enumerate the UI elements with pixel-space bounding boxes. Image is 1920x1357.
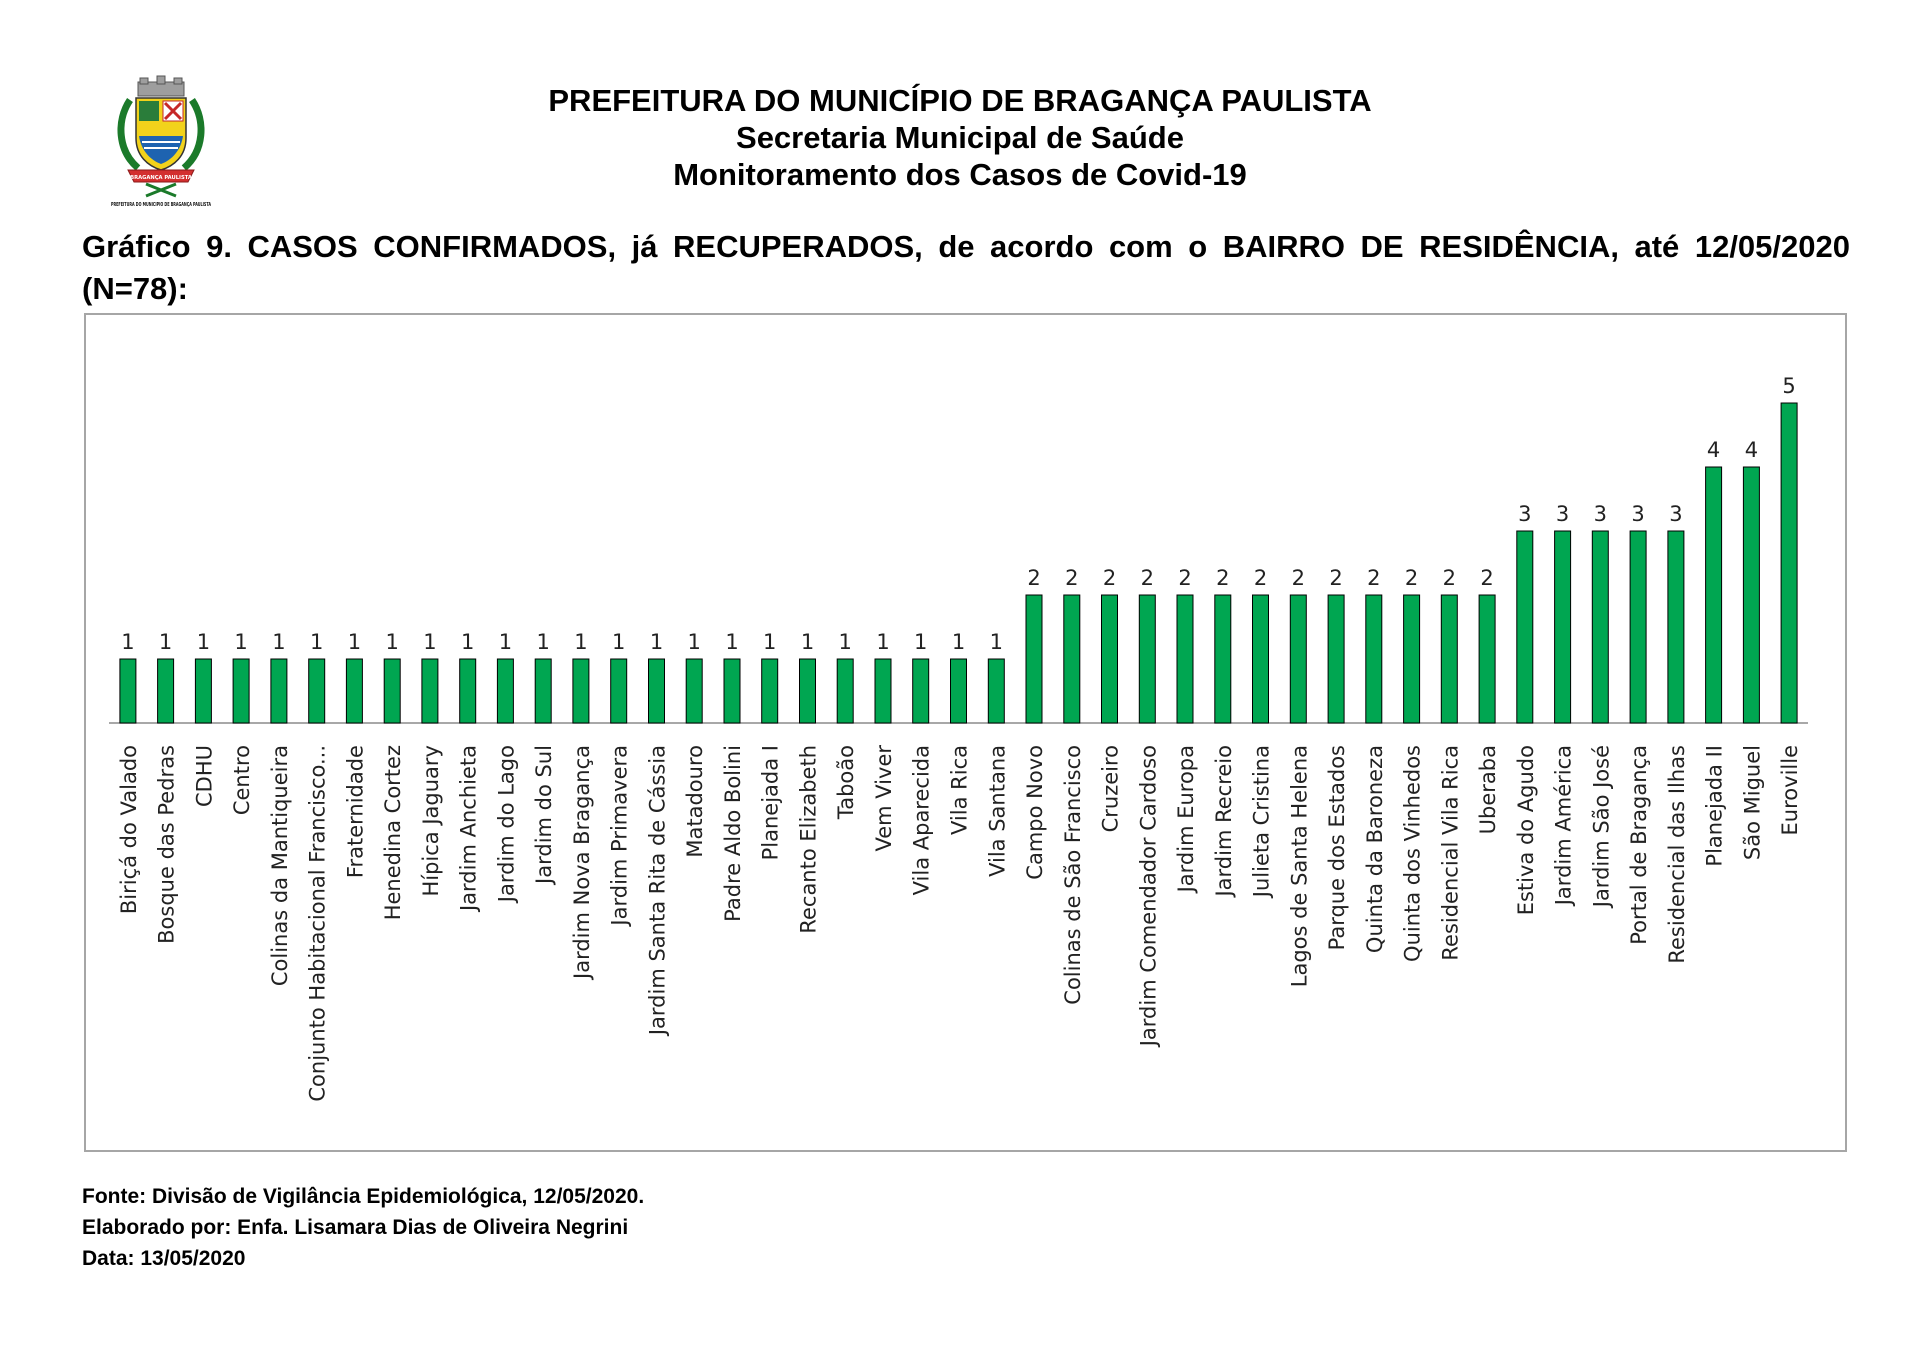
bar-value-label: 1: [838, 630, 852, 654]
bar: [271, 659, 287, 723]
bar: [309, 659, 325, 723]
bar-value-label: 1: [951, 630, 966, 654]
category-tick-label: Euroville: [1778, 745, 1803, 836]
bar-value-label: 3: [1669, 502, 1683, 526]
category-tick-label: Estiva do Agudo: [1513, 745, 1538, 916]
category-tick-label: Cruzeiro: [1098, 745, 1123, 833]
bar-value-label: 3: [1555, 502, 1570, 526]
bar-value-label: 2: [1065, 566, 1079, 590]
category-tick-label: Parque dos Estados: [1325, 745, 1350, 951]
header-municipality: PREFEITURA DO MUNICÍPIO DE BRAGANÇA PAULISTA: [548, 83, 1372, 118]
bar-value-label: 1: [725, 630, 739, 654]
category-tick-label: Portal de Bragança: [1627, 745, 1652, 945]
bar: [1517, 531, 1533, 723]
bar-value-label: 1: [461, 630, 475, 654]
bar: [422, 659, 438, 723]
bar-value-label: 1: [385, 630, 399, 654]
bar: [233, 659, 249, 723]
bar-value-label: 2: [1442, 566, 1456, 590]
bar-value-label: 1: [876, 630, 890, 654]
category-tick-label: Jardim América: [1551, 745, 1576, 906]
category-tick-label: Recanto Elizabeth: [796, 745, 821, 934]
category-tick-label: Vila Aparecida: [909, 745, 934, 896]
footer-date: Data: 13/05/2020: [82, 1247, 246, 1270]
bar-value-label: 2: [1216, 566, 1230, 590]
bar-value-label: 2: [1329, 566, 1343, 590]
category-tick-label: Planejada I: [758, 745, 783, 861]
bar: [1781, 403, 1797, 723]
document-header: [0, 82, 1920, 193]
bar-value-label: 1: [536, 630, 550, 654]
bar-value-label: 2: [1367, 566, 1381, 590]
bar: [649, 659, 665, 723]
bar-value-label: 1: [687, 630, 701, 654]
bar-value-label: 1: [121, 630, 135, 654]
bar-value-label: 1: [914, 630, 928, 654]
header-report-name: Monitoramento dos Casos de Covid-19: [673, 157, 1247, 192]
bar: [1630, 531, 1646, 723]
bar-value-label: 2: [1178, 566, 1192, 590]
bar-value-label: 2: [1291, 566, 1305, 590]
category-tick-label: Vila Santana: [985, 745, 1010, 877]
chart-title: Gráfico 9. CASOS CONFIRMADOS, já RECUPERADOS, de acordo com o BAIRRO DE RESIDÊNCIA, até 12/05/2020 (N=78):: [82, 229, 1850, 306]
category-tick-label: Biriçá do Valado: [116, 745, 141, 915]
bar-value-label: 1: [423, 630, 437, 654]
bar: [1706, 467, 1722, 723]
bar-chart: [86, 315, 1845, 1150]
bar: [1592, 531, 1608, 723]
bar: [158, 659, 174, 723]
bar: [1366, 595, 1382, 723]
category-tick-label: Jardim Europa: [1174, 745, 1198, 893]
bar-value-label: 2: [1480, 566, 1494, 590]
category-tick-label: Lagos de Santa Helena: [1287, 745, 1312, 988]
bar: [384, 659, 400, 723]
chart-frame: [84, 313, 1847, 1152]
bar: [686, 659, 702, 723]
bar-value-label: 1: [612, 630, 626, 654]
bar-value-label: 1: [498, 630, 513, 654]
bar: [988, 659, 1004, 723]
bar-value-label: 1: [310, 630, 324, 654]
logo-caption: PREFEITURA DO MUNICIPIO DE BRAGANÇA PAULISTA: [111, 202, 212, 208]
category-tick-label: Henedina Cortez: [381, 745, 406, 921]
category-tick-label: Jardim Comendador Cardoso: [1136, 745, 1161, 1047]
category-tick-label: São Miguel: [1740, 745, 1765, 861]
header-department: Secretaria Municipal de Saúde: [736, 120, 1184, 155]
bar-value-label: 1: [272, 630, 286, 654]
bar: [611, 659, 627, 723]
footer-source: Fonte: Divisão de Vigilância Epidemiológica, 12/05/2020.: [82, 1185, 645, 1208]
category-tick-label: Jardim Nova Bragança: [569, 745, 594, 979]
bar: [460, 659, 476, 723]
category-tick-label: Julieta Cristina: [1249, 745, 1274, 898]
bar: [1404, 595, 1420, 723]
category-tick-label: Colinas da Mantiqueira: [267, 745, 292, 987]
category-tick-label: Jardim Primavera: [607, 745, 632, 926]
bar-value-label: 2: [1027, 566, 1041, 590]
category-tick-label: Jardim São José: [1589, 745, 1614, 908]
bar-value-label: 2: [1253, 566, 1268, 590]
bar: [724, 659, 740, 723]
bar: [1177, 595, 1193, 723]
bar: [1743, 467, 1759, 723]
category-tick-label: Hípica Jaguary: [418, 745, 443, 897]
bar: [1215, 595, 1231, 723]
bar: [1328, 595, 1344, 723]
bar: [1026, 595, 1042, 723]
category-tick-label: Campo Novo: [1023, 745, 1047, 880]
bar: [195, 659, 211, 723]
bar: [1139, 595, 1155, 723]
category-tick-label: Planejada II: [1702, 745, 1727, 867]
bar-value-label: 5: [1782, 374, 1796, 398]
bar: [346, 659, 362, 723]
bar-value-label: 1: [158, 630, 173, 654]
bar: [120, 659, 136, 723]
bar: [875, 659, 891, 723]
bar: [535, 659, 551, 723]
category-tick-label: Fraternidade: [343, 745, 368, 879]
bar-value-label: 3: [1593, 502, 1607, 526]
category-tick-label: Jardim Santa Rita de Cássia: [645, 745, 670, 1036]
bar: [913, 659, 929, 723]
category-tick-label: Centro: [230, 745, 255, 816]
bar: [1479, 595, 1495, 723]
bar-value-label: 2: [1140, 566, 1154, 590]
bar: [573, 659, 589, 723]
bar-value-label: 1: [234, 630, 248, 654]
bar: [837, 659, 853, 723]
category-tick-label: Quinta da Baroneza: [1362, 745, 1387, 954]
category-tick-label: Matadouro: [683, 745, 708, 858]
bar: [762, 659, 778, 723]
bar-value-label: 1: [574, 630, 588, 654]
category-tick-label: Colinas de São Francisco: [1060, 745, 1085, 1005]
bar: [951, 659, 967, 723]
category-tick-label: Residencial das Ilhas: [1664, 745, 1689, 964]
category-tick-label: Jardim Recreio: [1211, 745, 1236, 897]
bar: [1441, 595, 1457, 723]
bar: [1668, 531, 1684, 723]
category-tick-label: Jardim Anchieta: [456, 745, 481, 912]
category-tick-label: Conjunto Habitacional Francisco...: [305, 745, 330, 1102]
category-tick-label: Jardim do Sul: [532, 745, 557, 884]
category-tick-label: Padre Aldo Bolini: [721, 745, 745, 922]
document-footer: [82, 1181, 644, 1274]
bar: [1290, 595, 1306, 723]
bar-value-label: 3: [1631, 502, 1645, 526]
category-tick-label: Uberaba: [1476, 745, 1501, 835]
bar-value-label: 1: [989, 630, 1003, 654]
category-tick-label: CDHU: [192, 745, 217, 807]
bar-value-label: 2: [1102, 566, 1117, 590]
category-tick-label: Taboão: [834, 745, 859, 820]
category-tick-label: Vem Viver: [872, 745, 896, 852]
bar-value-label: 1: [649, 630, 664, 654]
bar-value-label: 4: [1744, 438, 1759, 462]
bar: [800, 659, 816, 723]
bar-value-label: 1: [800, 630, 815, 654]
bar-value-label: 4: [1706, 438, 1721, 462]
category-tick-label: Vila Rica: [947, 745, 972, 835]
bar-value-label: 2: [1404, 566, 1419, 590]
bar-value-label: 1: [763, 630, 777, 654]
footer-author: Elaborado por: Enfa. Lisamara Dias de Oliveira Negrini: [82, 1216, 629, 1239]
category-tick-label: Jardim do Lago: [494, 745, 519, 903]
bar: [1102, 595, 1118, 723]
category-tick-label: Bosque das Pedras: [154, 745, 179, 944]
bar: [497, 659, 513, 723]
bar-value-label: 3: [1518, 502, 1532, 526]
bar-value-label: 1: [196, 630, 211, 654]
bar-value-label: 1: [347, 630, 362, 654]
category-tick-label: Quinta dos Vinhedos: [1400, 745, 1425, 962]
logo-banner-text: BRAGANÇA PAULISTA: [130, 175, 192, 181]
bar: [1064, 595, 1080, 723]
bar: [1253, 595, 1269, 723]
bar: [1555, 531, 1571, 723]
category-tick-label: Residencial Vila Rica: [1438, 745, 1463, 961]
